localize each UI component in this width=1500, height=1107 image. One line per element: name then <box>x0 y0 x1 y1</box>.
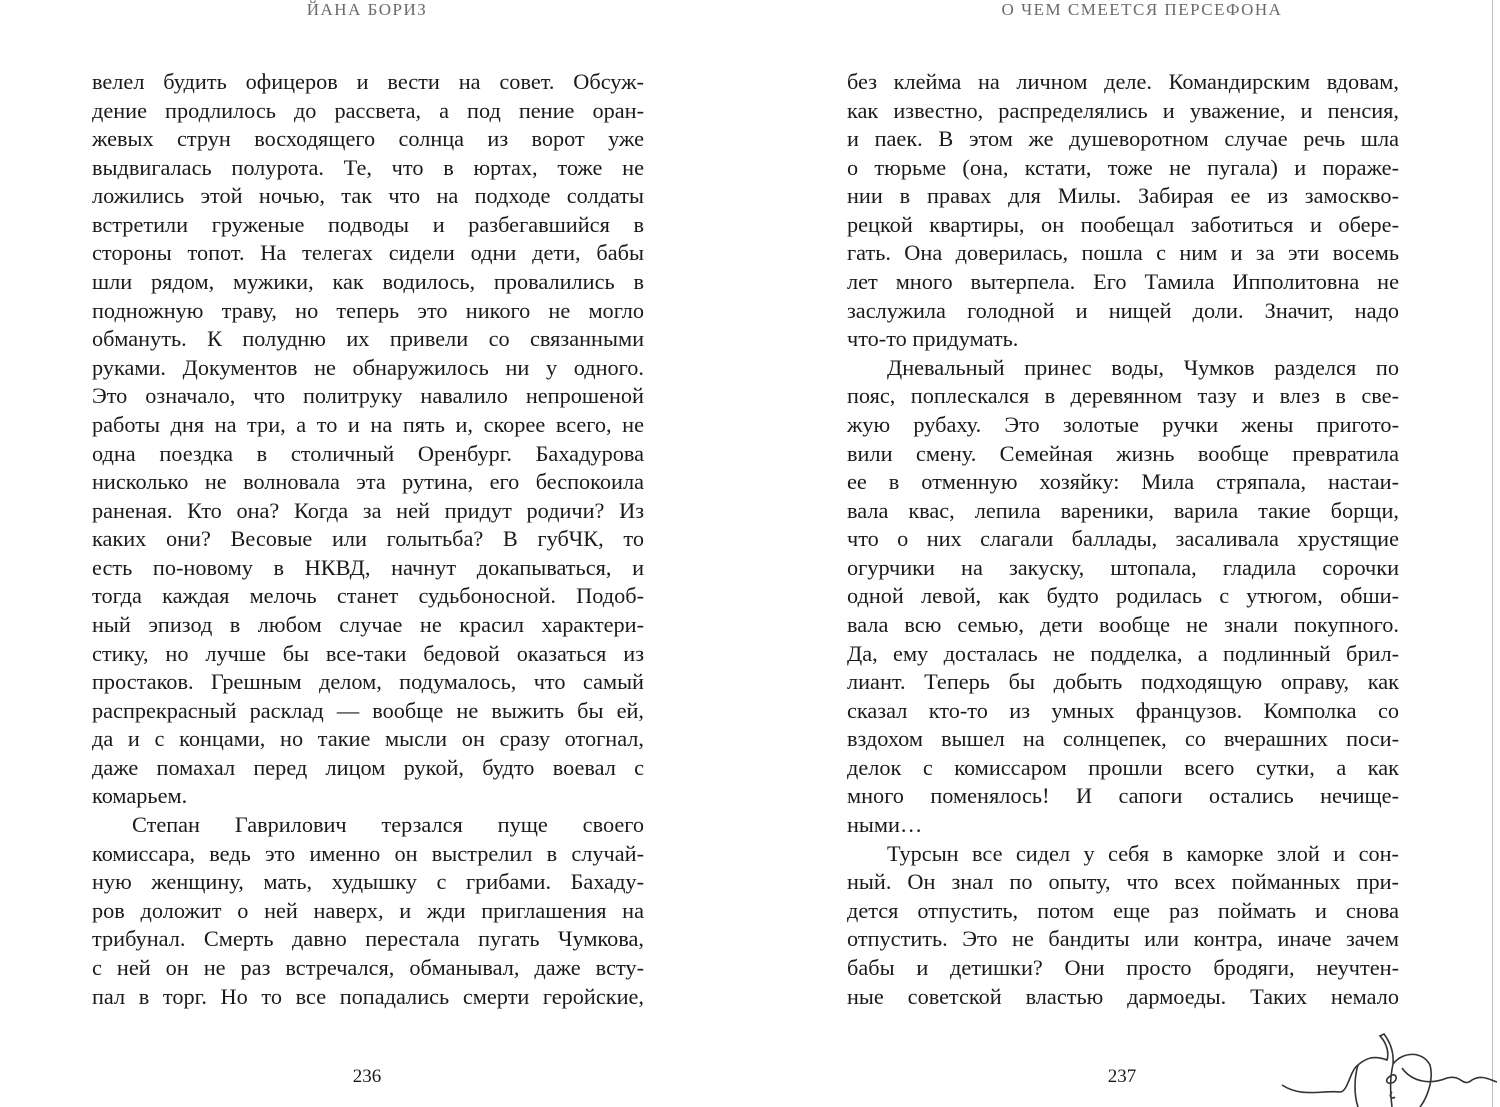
text-line: обмануть. К полудню их привели со связанными <box>92 326 644 352</box>
text-line: ложились этой ночью, так что на подходе солдаты <box>92 183 644 209</box>
text-line: жевых струн восходящего солнца из ворот уже <box>92 126 644 152</box>
text-line: одной левой, как будто родилась с утюгом, обши- <box>847 583 1399 609</box>
text-line: тогда каждая мелочь станет судьбоносной. Подоб- <box>92 583 644 609</box>
text-line: заслужила голодной и нищей доли. Значит, надо <box>847 297 1399 323</box>
text-line: простаков. Грешным делом, подумалось, что самый <box>92 669 644 695</box>
text-line: распрекрасный расклад — вообще не выжить бы ей, <box>92 697 644 723</box>
page-number-left: 236 <box>352 1066 382 1087</box>
text-line: и паек. В этом же душеворотном случае речь шла <box>847 126 1399 152</box>
text-line: что о них слагали баллады, засаливала хрустящие <box>847 526 1399 552</box>
text-line: рецкой квартиры, он пообещал заботиться и обере- <box>847 211 1399 237</box>
text-line: вздохом вышел на солнцепек, со вчерашних поси- <box>847 726 1399 752</box>
text-line: трибунал. Смерть давно перестала пугать Чумкова, <box>92 926 644 952</box>
apple-line-drawing-icon <box>1262 1030 1497 1107</box>
text-line: много поменялось! И сапоги остались нечище- <box>847 783 1399 809</box>
text-line: ные советской властью дармоеды. Таких немало <box>847 983 1399 1009</box>
text-line: ную женщину, мать, худышку с грибами. Бахаду- <box>92 869 644 895</box>
text-line: гать. Она доверилась, пошла с ним и за эти восемь <box>847 240 1399 266</box>
text-line: бабы и детишки? Они просто бродяги, неучтен- <box>847 954 1399 980</box>
running-head-left: ЙАНА БОРИЗ <box>306 0 428 19</box>
text-line: комиссара, ведь это именно он выстрелил в случай- <box>92 840 644 866</box>
text-line: ный. Он знал по опыту, что всех пойманных при- <box>847 869 1399 895</box>
page-edge-divider <box>1492 0 1493 1107</box>
text-line: выдвигалась полурота. Те, что в юртах, тоже не <box>92 154 644 180</box>
page-number-right: 237 <box>1107 1066 1137 1087</box>
text-line: одна поездка в столичный Оренбург. Бахадурова <box>92 440 644 466</box>
text-line: да и с концами, но такие мысли он сразу отогнал, <box>92 726 644 752</box>
text-line: дется отпустить, потом еще раз поймать и снова <box>847 897 1399 923</box>
text-line: Да, ему досталась не подделка, а подлинный брил- <box>847 640 1399 666</box>
running-head-right: О ЧЕМ СМЕЕТСЯ ПЕРСЕФОНА <box>1001 0 1283 19</box>
text-line: ров доложит о ней наверх, и жди приглашения на <box>92 897 644 923</box>
text-line: Степан Гаврилович терзался пуще своего <box>132 812 644 838</box>
right-page-text <box>847 68 1399 1011</box>
text-line: ными… <box>847 812 923 838</box>
text-line: ный эпизод в любом случае не красил характери- <box>92 611 644 637</box>
text-line: работы дня на три, а то и на пять и, скорее всего, не <box>92 411 644 437</box>
text-line: лет много вытерпела. Его Тамила Ипполитовна не <box>847 269 1399 295</box>
text-line: огурчики на закуску, штопала, гладила сорочки <box>847 554 1399 580</box>
text-line: стику, но лучше бы все-таки бедовой оказаться из <box>92 640 644 666</box>
text-line: отпустить. Это не бандиты или контра, иначе зачем <box>847 926 1399 952</box>
text-line: вала квас, лепила вареники, варила такие борщи, <box>847 497 1399 523</box>
text-line: лиант. Теперь бы добыть подходящую оправу, как <box>847 669 1399 695</box>
text-line: стороны топот. На телегах сидели одни дети, бабы <box>92 240 644 266</box>
text-line: каких они? Весовые или голытьба? В губЧК, то <box>92 526 644 552</box>
text-line: с ней он не раз встречался, обманывал, даже всту- <box>92 954 644 980</box>
text-line: нисколько не волновала эта рутина, его беспокоила <box>92 469 644 495</box>
text-line: комарьем. <box>92 783 188 809</box>
text-line: велел будить офицеров и вести на совет. Обсуж- <box>92 69 644 94</box>
text-line: как известно, распределялись и уважение, и пенсия, <box>847 97 1399 123</box>
text-line: руками. Документов не обнаружилось ни у одного. <box>92 354 644 380</box>
text-line: Турсын все сидел у себя в каморке злой и сон- <box>887 840 1399 866</box>
text-line: ее в отменную хозяйку: Мила стряпала, настаи- <box>847 469 1399 495</box>
text-line: нии в правах для Милы. Забирая ее из замоскво- <box>847 183 1399 209</box>
text-line: есть по-новому в НКВД, начнут докапываться, и <box>92 554 644 580</box>
text-line: вили смену. Семейная жизнь вообще превратила <box>847 440 1399 466</box>
text-line: о тюрьме (она, кстати, тоже не пугала) и пораже- <box>847 154 1399 180</box>
text-line: Это означало, что политруку навалило непрошеной <box>92 383 644 409</box>
text-line: пал в торг. Но то все попадались смерти геройские, <box>92 983 644 1009</box>
text-line: дение продлилось до рассвета, а под пение оран- <box>92 97 644 123</box>
text-line: что-то придумать. <box>847 326 1019 352</box>
text-line: вала всю семью, дети вообще не знали покупного. <box>847 611 1399 637</box>
text-line: шли рядом, мужики, как водилось, провалились в <box>92 269 644 295</box>
text-line: подножную траву, но теперь это никого не могло <box>92 297 644 323</box>
text-line: даже помахал перед лицом рукой, будто воевал с <box>92 754 644 780</box>
text-line: раненая. Кто она? Когда за ней придут родичи? Из <box>92 497 644 523</box>
text-line: Дневальный принес воды, Чумков разделся по <box>887 354 1399 380</box>
text-line: жую рубаху. Это золотые ручки жены пригото- <box>847 411 1399 437</box>
left-page-text <box>92 68 644 1011</box>
text-line: делок с комиссаром прошли всего сутки, а как <box>847 754 1399 780</box>
text-line: встретили груженые подводы и разбегавшийся в <box>92 211 644 237</box>
text-line: сказал кто-то из умных французов. Комполка со <box>847 697 1399 723</box>
text-line: пояс, поплескался в деревянном тазу и влез в све- <box>847 383 1399 409</box>
text-line: без клейма на личном деле. Командирским вдовам, <box>847 69 1399 94</box>
